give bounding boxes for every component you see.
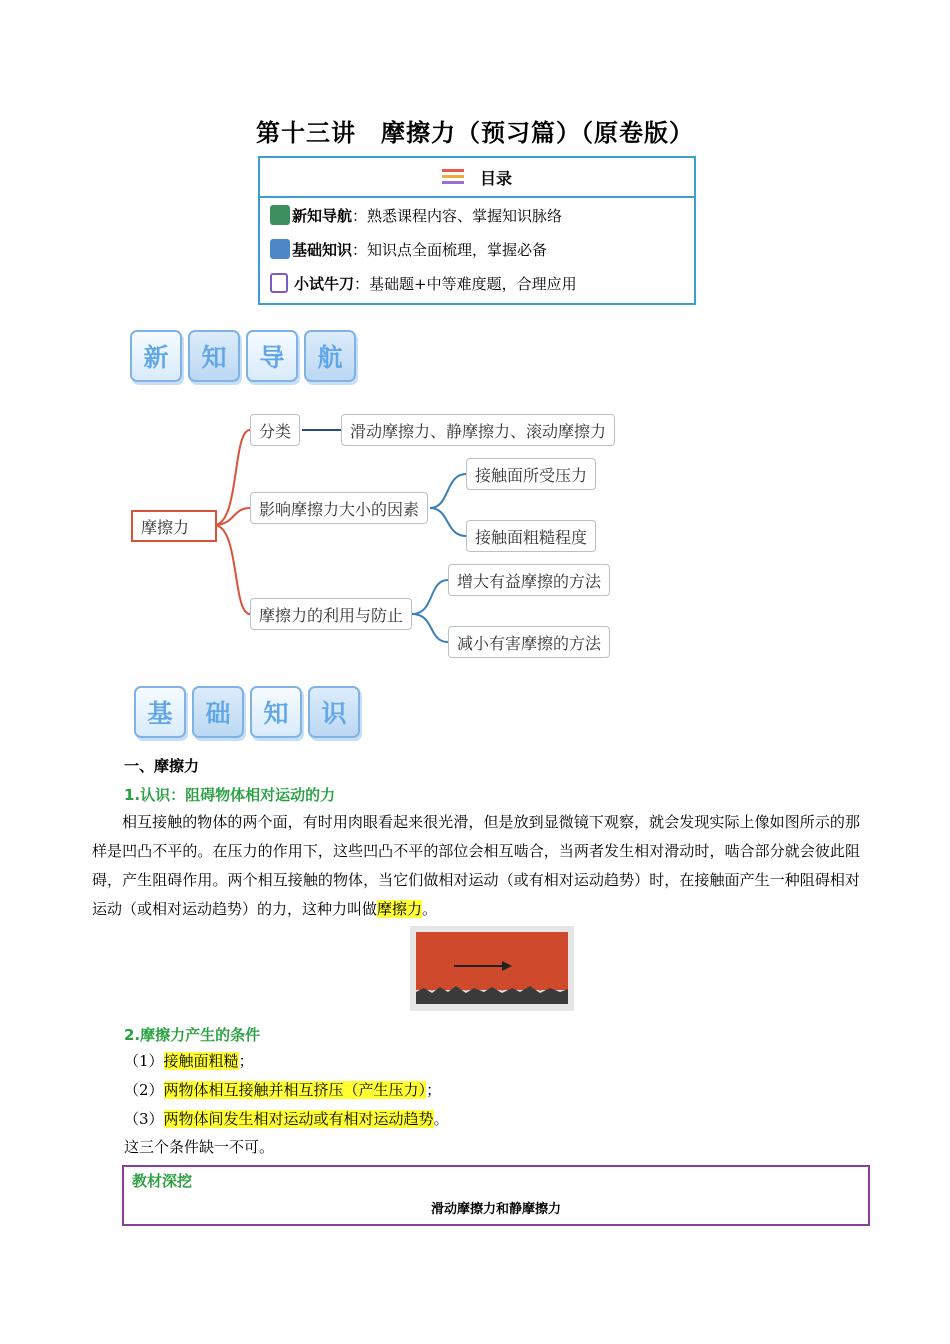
mindmap-node-decrease: 减小有害摩擦的方法 [448, 626, 610, 658]
condition-text: 两物体间发生相对运动或有相对运动趋势 [163, 1110, 434, 1128]
toc-row-desc: ：基础题+中等难度题，合理应用 [354, 274, 577, 293]
condition-end: ； [238, 1052, 254, 1070]
badge-char: 导 [246, 330, 298, 382]
badge-char: 础 [192, 686, 244, 738]
page-title: 第十三讲 摩擦力（预习篇）（原卷版） [256, 119, 694, 147]
friction-surface-illustration [410, 926, 574, 1011]
badge-char: 新 [130, 330, 182, 382]
toc-heading: 目录 [479, 168, 512, 188]
subheading-definition: 1.认识：阻碍物体相对运动的力 [124, 786, 336, 804]
highlight-term: 摩擦力 [377, 900, 423, 918]
subheading-conditions: 2.摩擦力产生的条件 [124, 1026, 261, 1044]
toc-row-basics[interactable] [260, 232, 694, 266]
mindmap-node-factor-pressure: 接触面所受压力 [466, 458, 596, 490]
deep-dive-label: 教材深挖 [132, 1172, 193, 1190]
toc-row-desc: ：熟悉课程内容、掌握知识脉络 [352, 206, 563, 225]
book-icon [270, 239, 290, 259]
toc-row-label: 小试牛刀 [294, 274, 355, 293]
paragraph-end: 。 [422, 900, 438, 918]
condition-end: ； [426, 1081, 442, 1099]
badge-char: 航 [304, 330, 356, 382]
condition-item [124, 1076, 441, 1105]
definition-paragraph [92, 808, 860, 924]
section-badge-basics [134, 686, 360, 738]
condition-text: 接触面粗糙 [163, 1052, 239, 1070]
map-icon [270, 205, 290, 225]
condition-number: （1） [124, 1052, 164, 1070]
table-of-contents [258, 156, 696, 305]
badge-char: 知 [250, 686, 302, 738]
condition-number: （2） [124, 1081, 164, 1099]
condition-end: 。 [433, 1110, 449, 1128]
paragraph-text: 相互接触的物体的两个面，有时用肉眼看起来很光滑，但是放到显微镜下观察，就会发现实际上像如图所示的那样是凹凸不平的。在压力的作用下，这些凹凸不平的部位会相互啮合，当两者发生相对滑动时，啮合部分就会彼此阻碍，产生阻碍作用。两个相互接触的物体，当它们做相对运动（或有相对运动趋势）时，在接触面产生一种阻碍相对运动（或相对运动趋势）的力，这种力叫做 [92, 813, 860, 918]
badge-char: 识 [308, 686, 360, 738]
mindmap-node-factor-roughness: 接触面粗糙程度 [466, 520, 596, 552]
friction-surface-svg [410, 926, 574, 1011]
toc-row-label: 新知导航 [292, 206, 353, 225]
condition-item [124, 1105, 449, 1134]
mindmap-node-classify: 分类 [250, 414, 300, 446]
edit-icon [270, 273, 288, 293]
toc-row-practice[interactable] [260, 266, 694, 300]
condition-number: （3） [124, 1110, 164, 1128]
conditions-conclusion: 这三个条件缺一不可。 [124, 1138, 275, 1156]
textbook-deep-dive-box [122, 1165, 870, 1226]
mindmap-root: 摩擦力 [131, 510, 217, 542]
badge-char: 知 [188, 330, 240, 382]
toc-row-navigation[interactable] [260, 198, 694, 232]
toc-row-desc: ：知识点全面梳理，掌握必备 [352, 240, 548, 259]
toc-row-label: 基础知识 [292, 240, 353, 259]
condition-item [124, 1047, 254, 1076]
mindmap-node-use: 摩擦力的利用与防止 [250, 598, 412, 630]
toc-header [260, 158, 694, 198]
condition-text: 两物体相互接触并相互挤压（产生压力） [163, 1081, 427, 1099]
mindmap-node-increase: 增大有益摩擦的方法 [448, 564, 610, 596]
mindmap-node-classify-detail: 滑动摩擦力、静摩擦力、滚动摩擦力 [341, 414, 615, 446]
deep-dive-title: 滑动摩擦力和静摩擦力 [430, 1202, 561, 1217]
list-icon [442, 169, 464, 185]
mindmap-node-factors: 影响摩擦力大小的因素 [250, 492, 428, 524]
section-badge-navigation [130, 330, 356, 382]
badge-char: 基 [134, 686, 186, 738]
section-heading: 一、摩擦力 [124, 757, 200, 775]
